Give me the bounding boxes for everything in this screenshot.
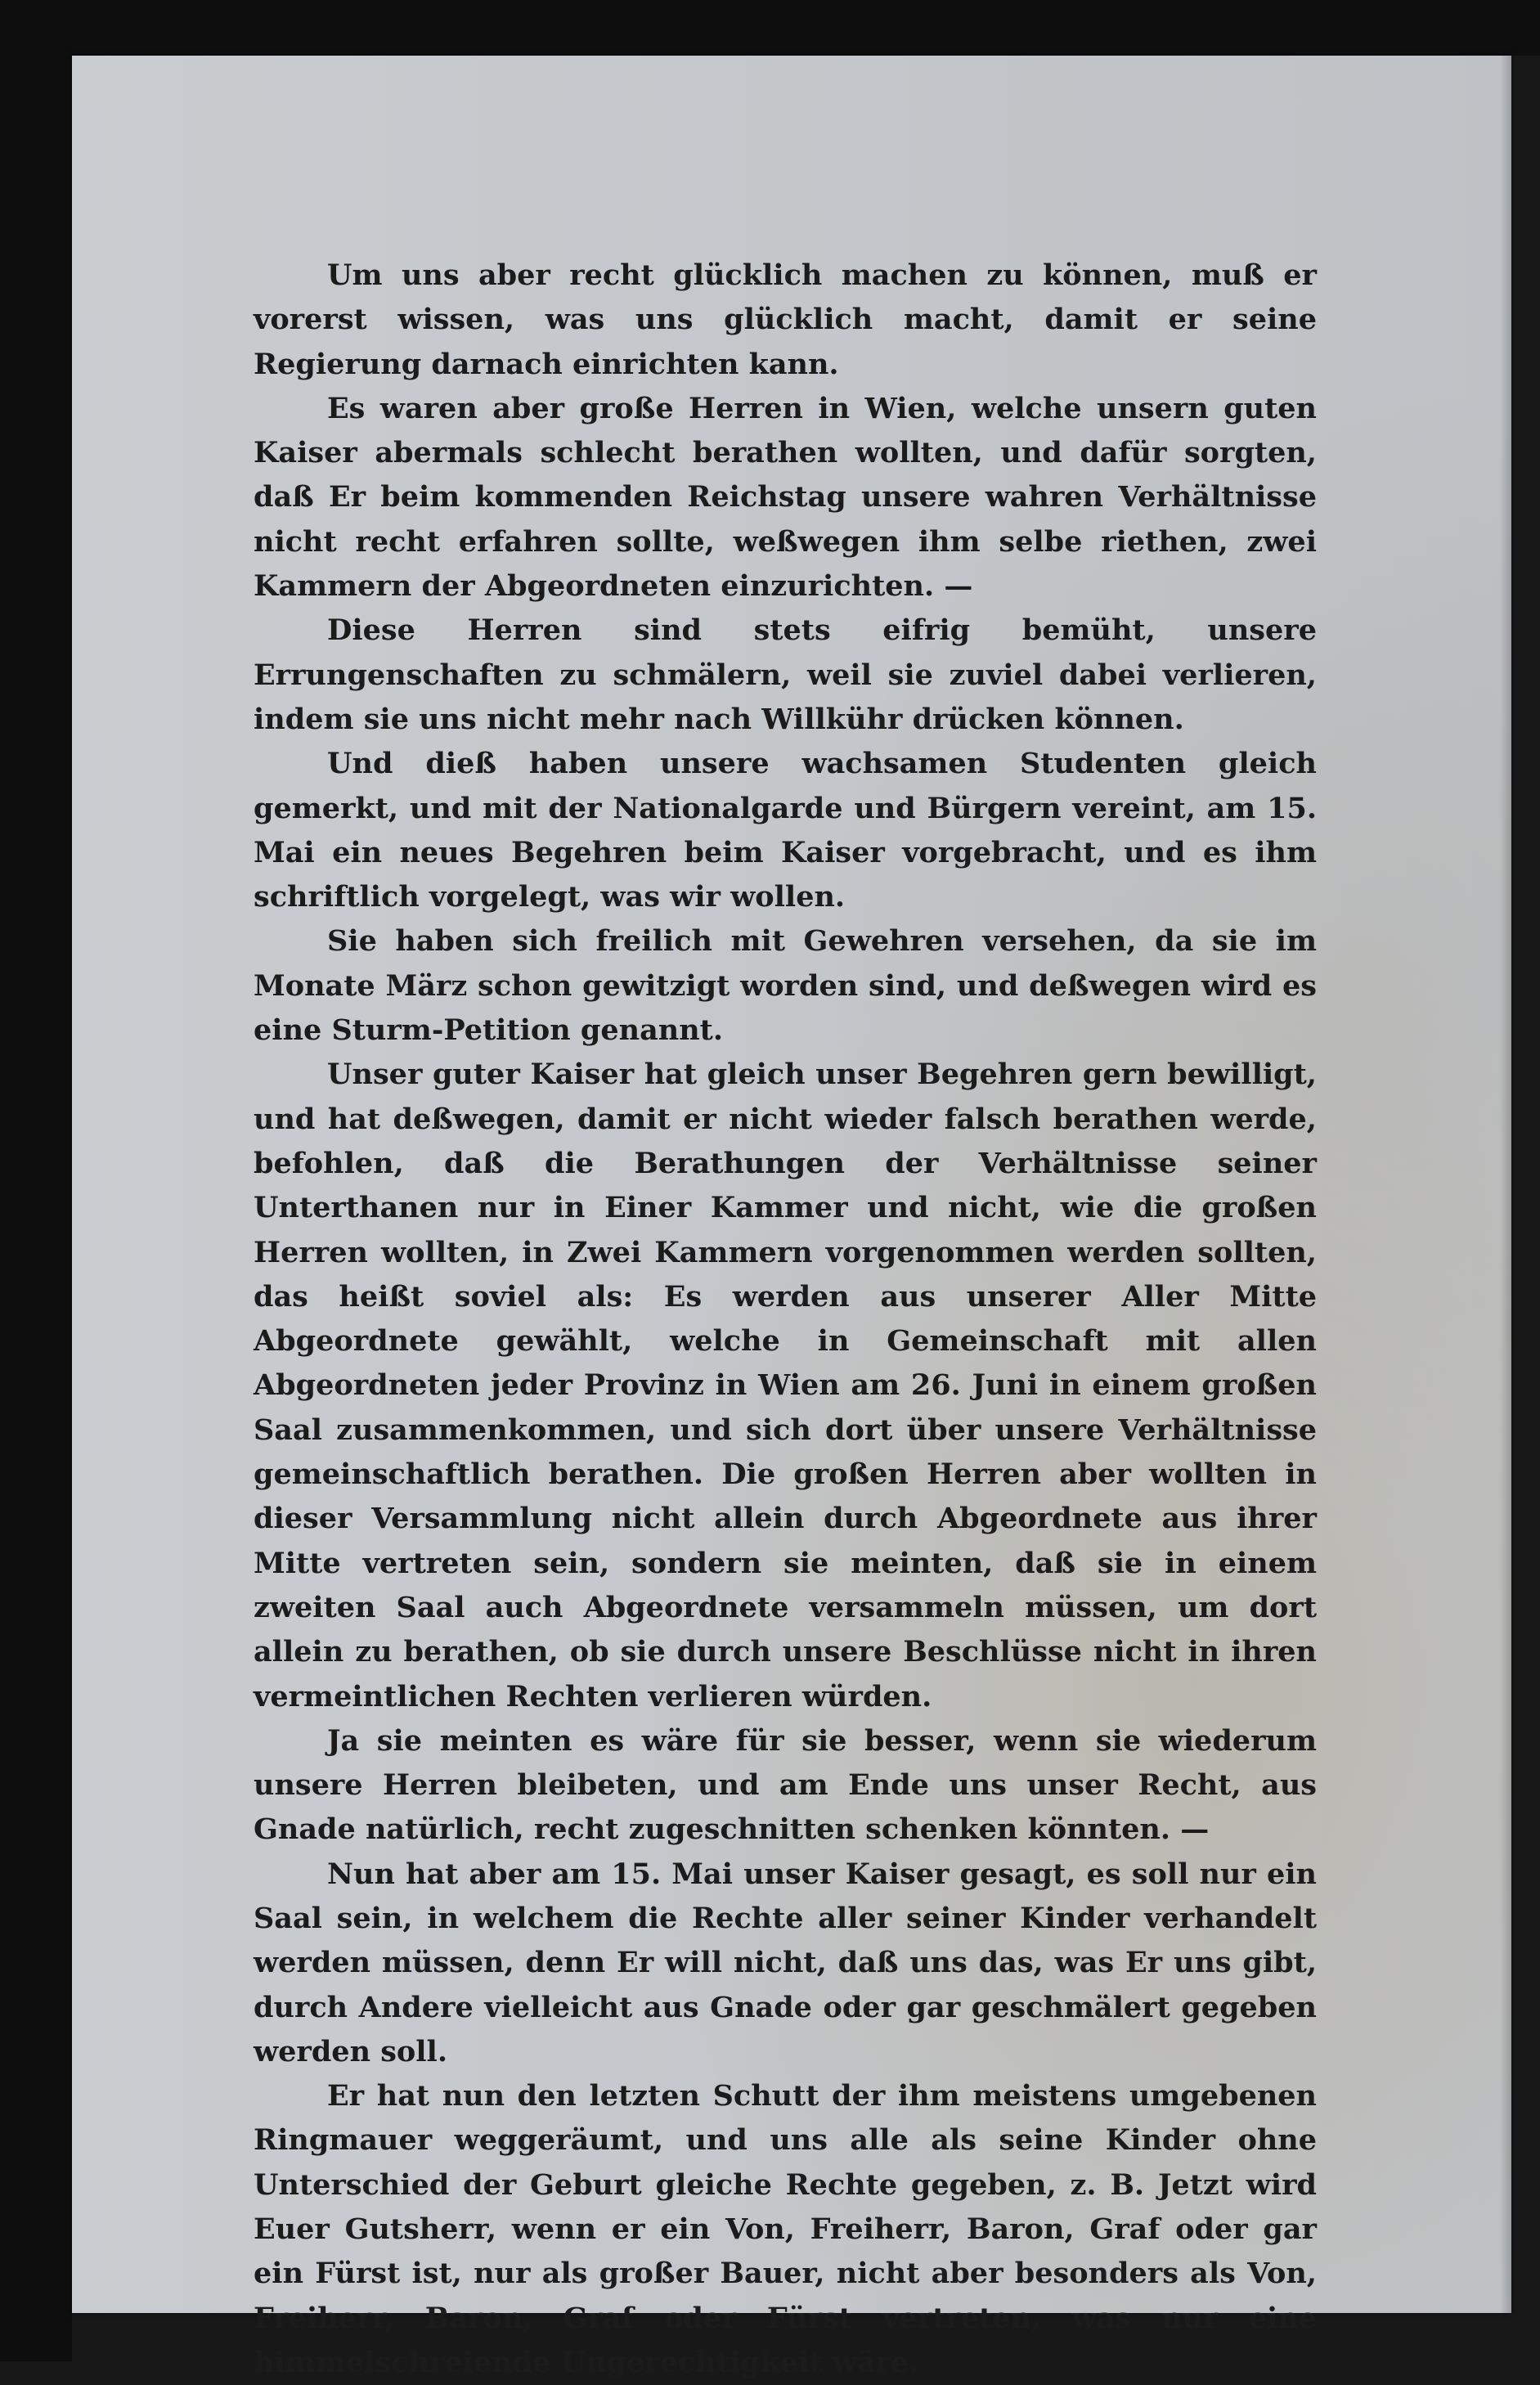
- paragraph-6: Unser guter Kaiser hat gleich unser Begehren gern bewilligt, und hat deßwegen, damit er nicht wieder falsch berathen werde, befohlen, daß die Berathungen der Verhältnisse seiner Unterthanen nur in Einer Kammer und nicht, wie die großen Herren wollten, in Zwei Kammern vorgenommen werden sollten, das heißt soviel als: Es werden aus unserer Aller Mitte Abgeordnete gewählt, welche in Gemeinschaft mit allen Abgeordneten jeder Provinz in Wien am 26. Juni in einem großen Saal zusammenkommen, und sich dort über unsere Verhältnisse gemeinschaftlich berathen. Die großen Herren aber wollten in dieser Versammlung nicht allein durch Abgeordnete aus ihrer Mitte vertreten sein, sondern sie meinten, daß sie in einem zweiten Saal auch Abgeordnete versammeln müssen, um dort allein zu berathen, ob sie durch unsere Beschlüsse nicht in ihren vermeintlichen Rechten verlieren würden.: [254, 1058, 1317, 1714]
- document-text: [254, 254, 1317, 2385]
- paragraph-1: Um uns aber recht glücklich machen zu können, muß er vorerst wissen, was uns glücklich macht, damit er seine Regierung darnach einrichten kann.: [254, 258, 1317, 381]
- paragraph-4: Und dieß haben unsere wachsamen Studenten gleich gemerkt, und mit der Nationalgarde und Bürgern vereint, am 15. Mai ein neues Begehren beim Kaiser vorgebracht, und es ihm schriftlich vorgelegt, was wir wollen.: [254, 747, 1317, 914]
- paragraph-9: Er hat nun den letzten Schutt der ihm meistens umgebenen Ringmauer weggeräumt, und uns alle als seine Kinder ohne Unterschied der Geburt gleiche Rechte gegeben, z. B. Jetzt wird Euer Gutsherr, wenn er ein Von, Freiherr, Baron, Graf oder gar ein Fürst ist, nur als großer Bauer, nicht aber besonders als Von, Freiherr, Baron, Graf oder Fürst vertreten, was nur eine himmelschreiende Ungerechtigkeit wäre.: [254, 2079, 1317, 2379]
- page-edge-shadow: [1500, 56, 1511, 2313]
- scan-border-top: [0, 0, 1540, 56]
- paragraph-5: Sie haben sich freilich mit Gewehren versehen, da sie im Monate März schon gewitzigt worden sind, und deßwegen wird es eine Sturm-Petition genannt.: [254, 924, 1317, 1048]
- paragraph-8: Nun hat aber am 15. Mai unser Kaiser gesagt, es soll nur ein Saal sein, in welchem die Rechte aller seiner Kinder verhandelt werden müssen, denn Er will nicht, daß uns das, was Er uns gibt, durch Andere vielleicht aus Gnade oder gar geschmälert gegeben werden soll.: [254, 1857, 1317, 2068]
- scan-border-left: [0, 0, 72, 2361]
- paragraph-3: Diese Herren sind stets eifrig bemüht, unsere Errungenschaften zu schmälern, weil sie zuviel dabei verlieren, indem sie uns nicht mehr nach Willkühr drücken können.: [254, 613, 1317, 736]
- paragraph-2: Es waren aber große Herren in Wien, welche unsern guten Kaiser abermals schlecht berathen wollten, und dafür sorgten, daß Er beim kommenden Reichstag unsere wahren Verhältnisse nicht recht erfahren sollte, weßwegen ihm selbe riethen, zwei Kammern der Abgeordneten einzurichten. —: [254, 391, 1317, 604]
- paragraph-7: Ja sie meinten es wäre für sie besser, wenn sie wiederum unsere Herren bleibeten, und am Ende uns unser Recht, aus Gnade natürlich, recht zugeschnitten schenken könnten. —: [254, 1723, 1317, 1847]
